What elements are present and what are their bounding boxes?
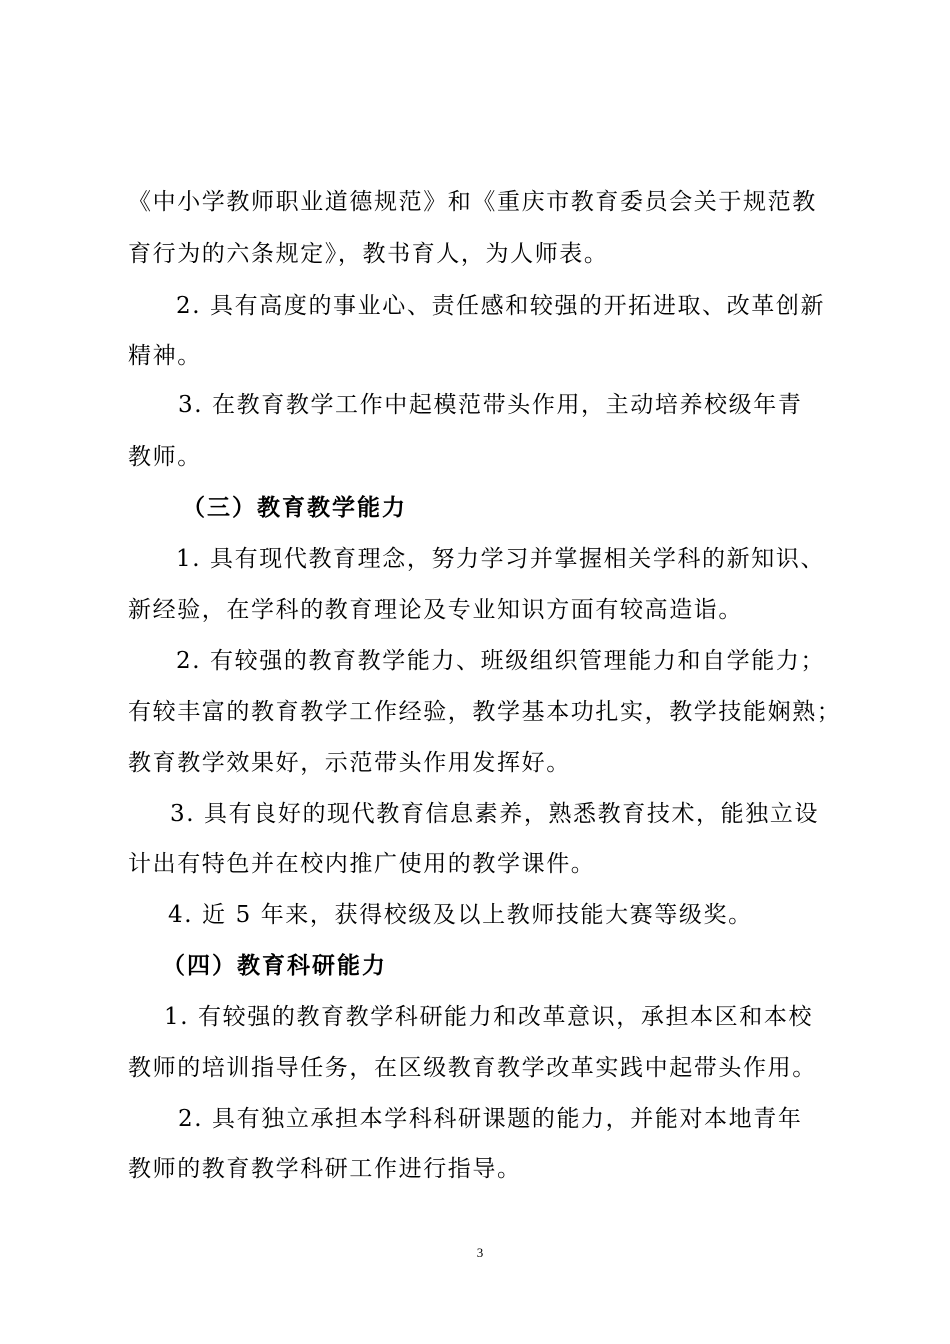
text-line: 《中小学教师职业道德规范》和《重庆市教育委员会关于规范教 <box>128 189 817 215</box>
text-line: 2. 有较强的教育教学能力、班级组织管理能力和自学能力； <box>176 648 826 674</box>
text-line: 教师的教育教学科研工作进行指导。 <box>128 1156 522 1182</box>
text-line: 教师的培训指导任务，在区级教育教学改革实践中起带头作用。 <box>128 1055 817 1081</box>
text-line: 计出有特色并在校内推广使用的教学课件。 <box>128 851 596 877</box>
text-line: 2. 具有独立承担本学科科研课题的能力，并能对本地青年 <box>178 1106 803 1132</box>
text-line: 教育教学效果好，示范带头作用发挥好。 <box>128 750 571 776</box>
text-line: 有较丰富的教育教学工作经验，教学基本功扎实，教学技能娴熟； <box>128 699 842 725</box>
text-line: 4. 近 5 年来，获得校级及以上教师技能大赛等级奖。 <box>168 902 753 928</box>
text-line: 1. 有较强的教育教学科研能力和改革意识，承担本区和本校 <box>164 1004 814 1030</box>
section-heading-three: （三）教育教学能力 <box>182 494 407 521</box>
text-line: 3. 在教育教学工作中起模范带头作用，主动培养校级年青 <box>178 392 803 418</box>
text-line: 精神。 <box>128 343 202 369</box>
text-line: 1. 具有现代教育理念，努力学习并掌握相关学科的新知识、 <box>176 546 826 572</box>
section-heading-four: （四）教育科研能力 <box>162 952 387 979</box>
text-line: 教师。 <box>128 444 202 470</box>
text-line: 新经验，在学科的教育理论及专业知识方面有较高造诣。 <box>128 597 743 623</box>
text-line: 2. 具有高度的事业心、责任感和较强的开拓进取、改革创新 <box>176 293 826 319</box>
text-line: 3. 具有良好的现代教育信息素养，熟悉教育技术，能独立设 <box>170 801 820 827</box>
text-line: 育行为的六条规定》，教书育人，为人师表。 <box>128 241 609 267</box>
page-number: 3 <box>476 1245 484 1260</box>
